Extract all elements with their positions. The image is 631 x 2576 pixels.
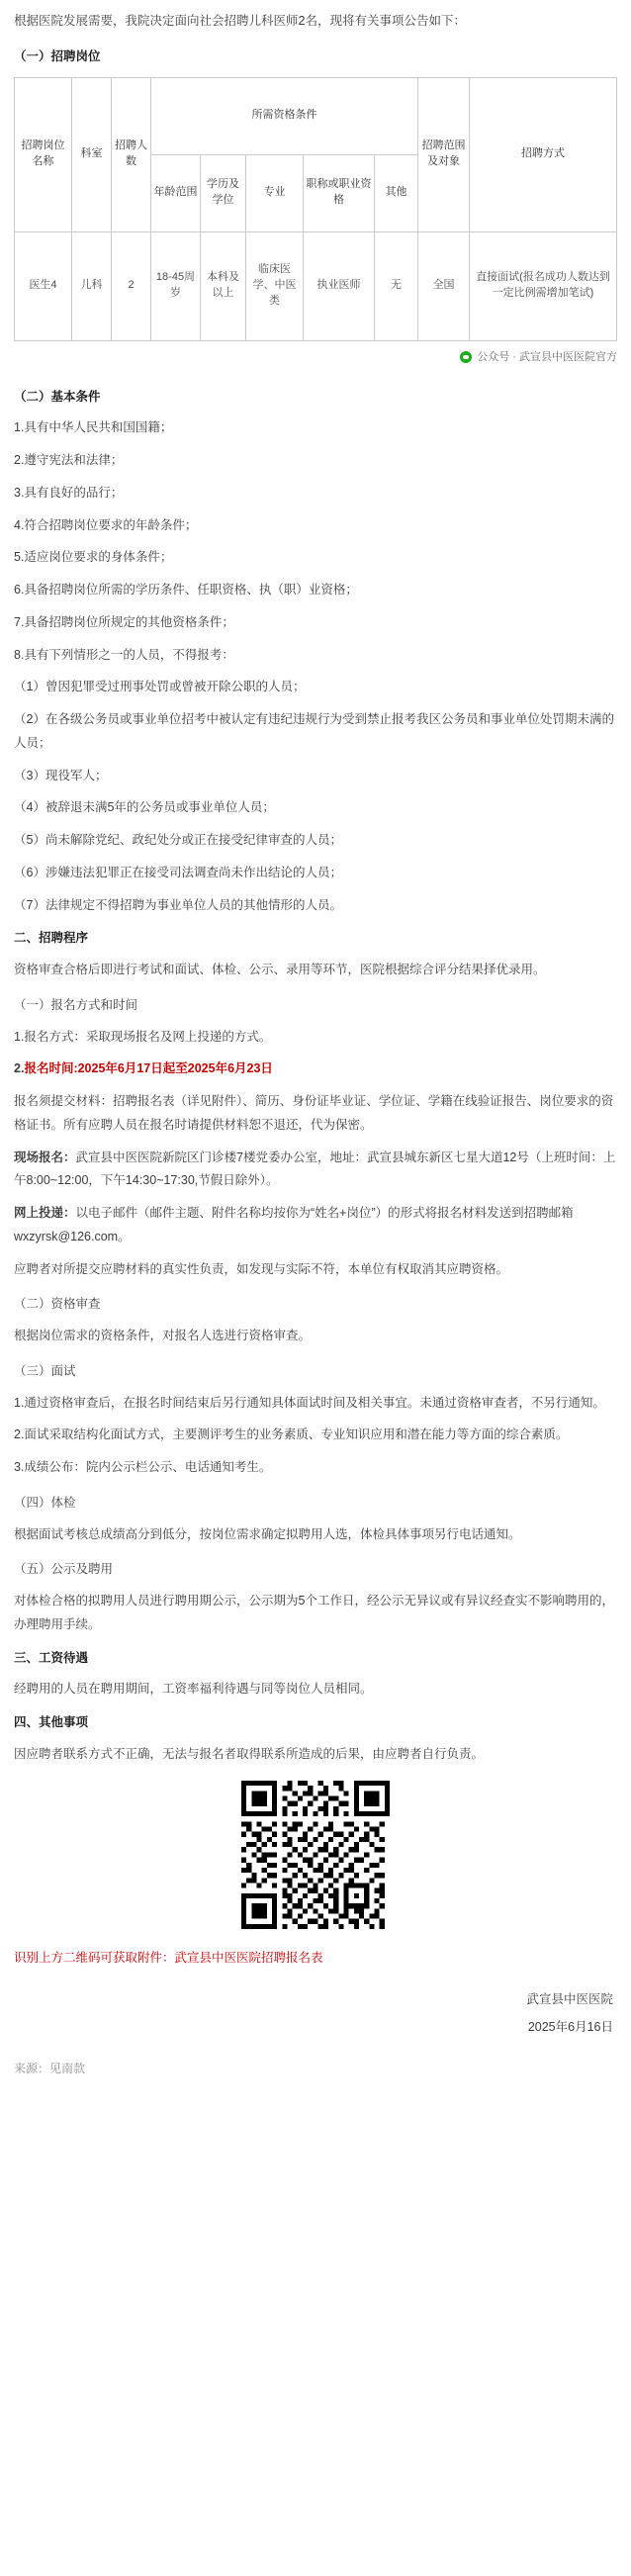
apply-time-prefix: 2.: [14, 1061, 25, 1076]
procedure-lead: 资格审查合格后即进行考试和面试、体检、公示、录用等环节，医院根据综合评分结果择优录用。: [14, 963, 546, 977]
td-scope: 全国: [418, 231, 470, 340]
subsection-heading-interview: （三）面试: [14, 1363, 76, 1378]
th-title-cert: 职称或职业资格: [304, 154, 375, 231]
subsection-heading-physical-exam: （四）体检: [14, 1495, 76, 1510]
td-age: 18-45周岁: [151, 231, 201, 340]
basic-condition-item: 7.具备招聘岗位所规定的其他资格条件；: [14, 614, 234, 629]
subsection-heading-publicity: （五）公示及聘用: [14, 1562, 114, 1577]
basic-condition-item: （5）尚未解除党纪、政纪处分或正在接受纪律审查的人员；: [14, 833, 342, 848]
section-heading-basic-conditions: （二）基本条件: [14, 389, 101, 404]
section-heading-salary: 三、工资待遇: [14, 1650, 89, 1665]
td-major: 临床医学、中医类: [246, 231, 304, 340]
th-post-name: 招聘岗位名称: [15, 77, 72, 231]
online-apply: [14, 1202, 617, 1249]
subsection-heading-qualification-review: （二）资格审查: [14, 1297, 101, 1312]
onsite-apply-text: 武宣县中医医院新院区门诊楼7楼党委办公室，地址：武宣县城东新区七星大道12号（上班时间：上午8:00~12:00，下午14:30~17:30,节假日除外）。: [14, 1150, 616, 1188]
td-count: 2: [112, 231, 151, 340]
interview-item: 3.成绩公布：院内公示栏公示、电话通知考生。: [14, 1460, 272, 1475]
physical-exam-text: 根据面试考核总成绩高分到低分，按岗位需求确定拟聘用人选，体检具体事项另行电话通知。: [14, 1526, 521, 1541]
official-account-badge[interactable]: [14, 347, 617, 372]
basic-condition-item: 3.具有良好的品行；: [14, 485, 124, 500]
signature-date: 2025年6月16日: [527, 2019, 613, 2034]
basic-condition-item: （1）曾因犯罪受过刑事处罚或曾被开除公职的人员；: [14, 680, 306, 694]
source-note: 来源：见南款: [14, 2061, 86, 2075]
apply-materials: 报名须提交材料：招聘报名表（详见附件）、简历、身份证毕业证、学位证、学籍在线验证报告、岗位要求的资格证书。所有应聘人员在报名时请提供材料恕不退还，代为保密。: [14, 1094, 614, 1132]
basic-condition-item: 8.具有下列情形之一的人员，不得报考：: [14, 647, 234, 662]
th-age: 年龄范围: [151, 154, 201, 231]
onsite-apply: [14, 1147, 617, 1194]
td-edu: 本科及以上: [201, 231, 246, 340]
intro-paragraph: 根据医院发展需要，我院决定面向社会招聘儿科医师2名，现将有关事项公告如下：: [14, 14, 466, 28]
recruitment-table: [14, 77, 617, 341]
apply-note: 应聘者对所提交应聘材料的真实性负责，如发现与实际不符，本单位有权取消其应聘资格。: [14, 1261, 509, 1276]
online-apply-text: 以电子邮件（邮件主题、附件名称均按你为“姓名+岗位”）的形式将报名材料发送到招聘邮箱wxzyrsk@126.com。: [14, 1206, 574, 1243]
basic-condition-item: 6.具备招聘岗位所需的学历条件、任职资格、执（职）业资格；: [14, 583, 358, 598]
th-major: 专业: [246, 154, 304, 231]
section-heading-procedure: 二、招聘程序: [14, 931, 89, 946]
basic-condition-item: 4.符合招聘岗位要求的年龄条件；: [14, 517, 198, 532]
table-header-row: [15, 77, 617, 154]
basic-condition-item: （6）涉嫌违法犯罪正在接受司法调查尚未作出结论的人员；: [14, 865, 342, 879]
basic-condition-item: 2.遵守宪法和法律；: [14, 453, 124, 468]
basic-condition-item: 5.适应岗位要求的身体条件；: [14, 550, 173, 565]
th-count: 招聘人数: [112, 77, 151, 231]
th-scope: 招聘范围及对象: [418, 77, 470, 231]
salary-text: 经聘用的人员在聘用期间，工资率福利待遇与同等岗位人员相同。: [14, 1682, 373, 1697]
td-other: 无: [375, 231, 418, 340]
table-row: [15, 231, 617, 340]
interview-item: 1.通过资格审查后，在报名时间结束后另行通知具体面试时间及相关事宜。未通过资格审查者，不另行通知。: [14, 1395, 605, 1410]
td-post-name: 医生4: [15, 231, 72, 340]
th-method: 招聘方式: [470, 77, 617, 231]
basic-condition-item: （3）现役军人；: [14, 768, 108, 782]
badge-label: 公众号 · 武宣县中医医院官方: [477, 350, 617, 363]
th-dept: 科室: [72, 77, 112, 231]
th-other: 其他: [375, 154, 418, 231]
basic-condition-item: （7）法律规定不得招聘为事业单位人员的其他情形的人员。: [14, 897, 342, 912]
online-apply-label: 网上投递：: [14, 1206, 76, 1221]
qualification-review-text: 根据岗位需求的资格条件，对报名人选进行资格审查。: [14, 1329, 312, 1343]
basic-condition-item: （2）在各级公务员或事业单位招考中被认定有违纪违规行为受到禁止报考我区公务员和事业单位处罚期未满的人员；: [14, 712, 614, 750]
apply-time-value: 报名时间:2025年6月17日起至2025年6月23日: [24, 1061, 273, 1076]
basic-condition-item: （4）被辞退未满5年的公务员或事业单位人员；: [14, 800, 275, 815]
section-heading-other: 四、其他事项: [14, 1715, 89, 1730]
apply-time: [14, 1058, 617, 1081]
td-method: 直接面试(报名成功人数达到一定比例需增加笔试): [470, 231, 617, 340]
th-edu: 学历及学位: [201, 154, 246, 231]
interview-item: 2.面试采取结构化面试方式，主要测评考生的业务素质、专业知识应用和潜在能力等方面的综合素质。: [14, 1427, 569, 1442]
th-qualification-group: 所需资格条件: [151, 77, 418, 154]
other-text: 因应聘者联系方式不正确，无法与报名者取得联系所造成的后果，由应聘者自行负责。: [14, 1746, 485, 1761]
td-title-cert: 执业医师: [304, 231, 375, 340]
onsite-apply-label: 现场报名：: [14, 1150, 76, 1164]
qr-code-container[interactable]: [14, 1781, 617, 1938]
signature-org: 武宣县中医医院: [526, 1992, 613, 2007]
td-dept: 儿科: [72, 231, 112, 340]
qr-code-svg: [241, 1781, 390, 1929]
apply-method: 1.报名方式：采取现场报名及网上投递的方式。: [14, 1029, 272, 1044]
subsection-heading-apply: （一）报名方式和时间: [14, 997, 138, 1012]
publicity-text: 对体检合格的拟聘用人员进行聘用期公示，公示期为5个工作日，经公示无异议或有异议经查实不影响聘用的，办理聘用手续。: [14, 1594, 614, 1631]
basic-condition-item: 1.具有中华人民共和国国籍；: [14, 420, 173, 435]
qr-caption: 识别上方二维码可获取附件：武宣县中医医院招聘报名表: [14, 1951, 323, 1966]
wechat-icon: [460, 351, 472, 363]
section-heading-jobs: （一）招聘岗位: [14, 48, 101, 63]
qr-code-image: [241, 1781, 390, 1929]
